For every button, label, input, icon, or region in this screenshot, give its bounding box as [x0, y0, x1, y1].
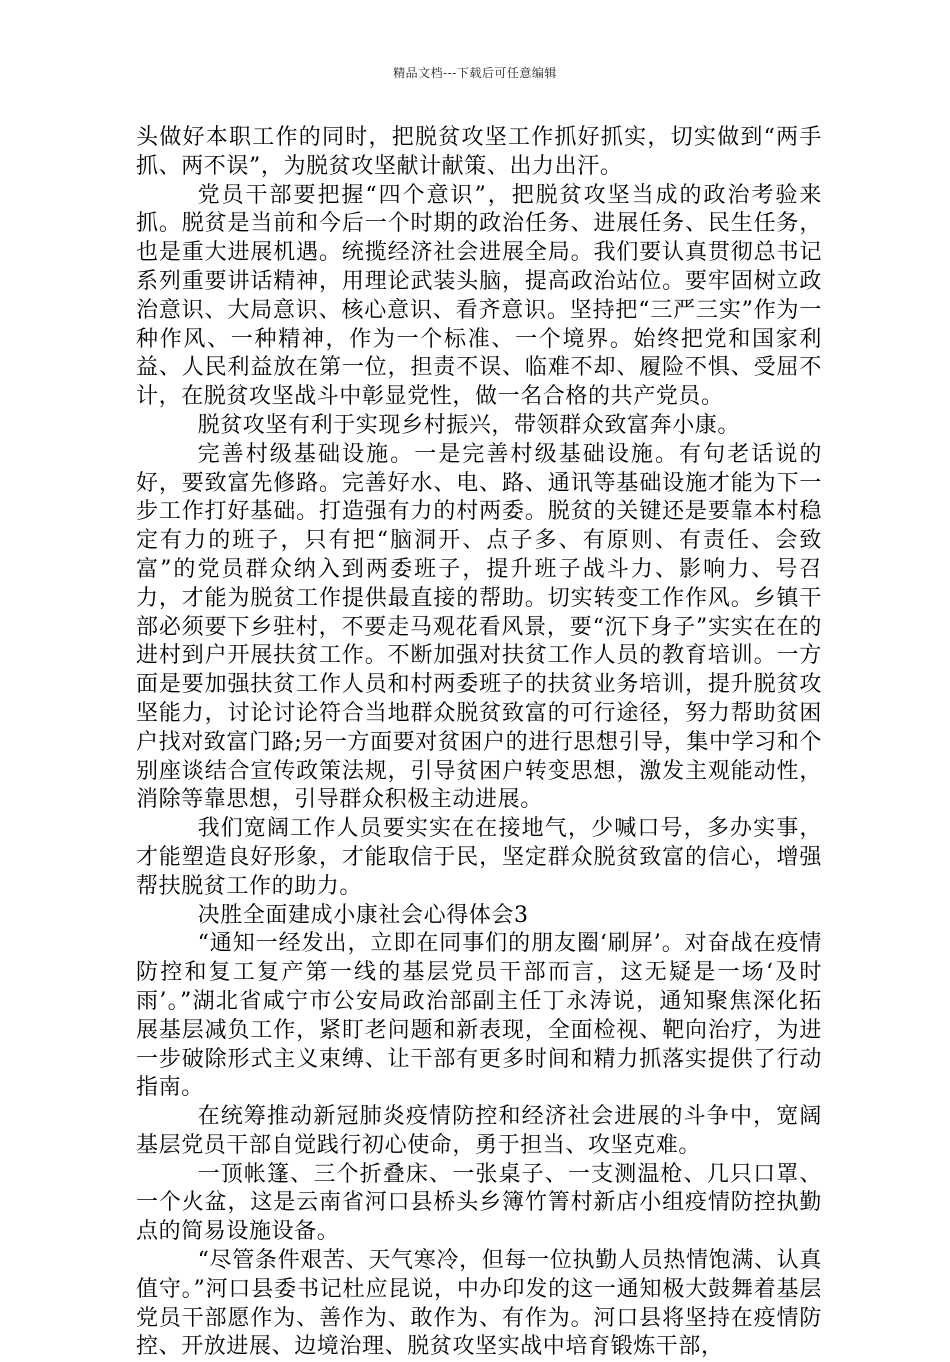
paragraph: 头做好本职工作的同时，把脱贫攻坚工作抓好抓实，切实做到“两手抓、两不误”，为脱贫攻坚献计献策、出力出汗。 [136, 125, 822, 179]
paragraph: 完善村级基础设施。一是完善村级基础设施。有句老话说的好，要致富先修路。完善好水、电、路、通讯等基础设施才能为下一步工作打好基础。打造强有力的村两委。脱贫的关键还是要靠本村稳定有力的班子，只有把“脑洞开、点子多、有原则、有责任、会致富”的党员群众纳入到两委班子，提升班子战斗力、影响力、号召力，才能为脱贫工作提供最直接的帮助。切实转变工作作风。乡镇干部必须要下乡驻村，不要走马观花看风景，要“沉下身子”实实在在的进村到户开展扶贫工作。不断加强对扶贫工作人员的教育培训。一方面是要加强扶贫工作人员和村两委班子的扶贫业务培训，提升脱贫攻坚能力，讨论讨论符合当地群众脱贫致富的可行途径，努力帮助贫困户找对致富门路;另一方面要对贫困户的进行思想引导，集中学习和个别座谈结合宣传政策法规，引导贫困户转变思想，激发主观能动性，消除等靠思想，引导群众积极主动进展。 [136, 441, 823, 813]
paragraph: “尽管条件艰苦、天气寒冷，但每一位执勤人员热情饱满、认真值守。”河口县委书记杜应昆说，中办印发的这一通知极大鼓舞着基层党员干部愿作为、善作为、敢作为、有作为。河口县将坚持在疫情防控、开放进展、边境治理、脱贫攻坚实战中培育锻炼干部， [136, 1248, 822, 1360]
paragraph: 一顶帐篷、三个折叠床、一张桌子、一支测温枪、几只口罩、一个火盆，这是云南省河口县桥头乡簿竹箐村新店小组疫情防控执勤点的简易设施设备。 [136, 1161, 822, 1245]
page-header: 精品文档---下载后可任意编辑 [393, 66, 557, 80]
document-body [136, 124, 822, 1362]
paragraph: 我们宽阔工作人员要实实在在接地气，少喊口号，多办实事，才能塑造良好形象，才能取信于民，坚定群众脱贫致富的信心，增强帮扶脱贫工作的助力。 [136, 816, 822, 899]
paragraph: 脱贫攻坚有利于实现乡村振兴，带领群众致富奔小康。 [197, 412, 740, 438]
paragraph: 党员干部要把握“四个意识”，把脱贫攻坚当成的政治考验来抓。脱贫是当前和今后一个时期的政治任务、进展任务、民生任务，也是重大进展机遇。统揽经济社会进展全局。我们要认真贯彻总书记系列重要讲话精神，用理论武装头脑，提高政治站位。要牢固树立政治意识、大局意识、核心意识、看齐意识。坚持把“三严三实”作为一种作风、一种精神，作为一个标准、一个境界。始终把党和国家利益、人民利益放在第一位，担责不误、临难不却、履险不惧、受屈不计，在脱贫攻坚战斗中彰显党性，做一名合格的共产党员。 [136, 182, 822, 410]
paragraph: “通知一经发出，立即在同事们的朋友圈‘刷屏’。对奋战在疫情防控和复工复产第一线的基层党员干部而言，这无疑是一场‘及时雨’。”湖北省咸宁市公安局政治部副主任丁永涛说，通知聚焦深化拓展基层减负工作，紧盯老问题和新表现，全面检视、靶向治疗，为进一步破除形式主义束缚、让干部有更多时间和精力抓落实提供了行动指南。 [136, 931, 822, 1101]
paragraph: 在统筹推动新冠肺炎疫情防控和经济社会进展的斗争中，宽阔基层党员干部自觉践行初心使命，勇于担当、攻坚克难。 [136, 1104, 822, 1158]
section-heading: 决胜全面建成小康社会心得体会3 [197, 902, 529, 928]
